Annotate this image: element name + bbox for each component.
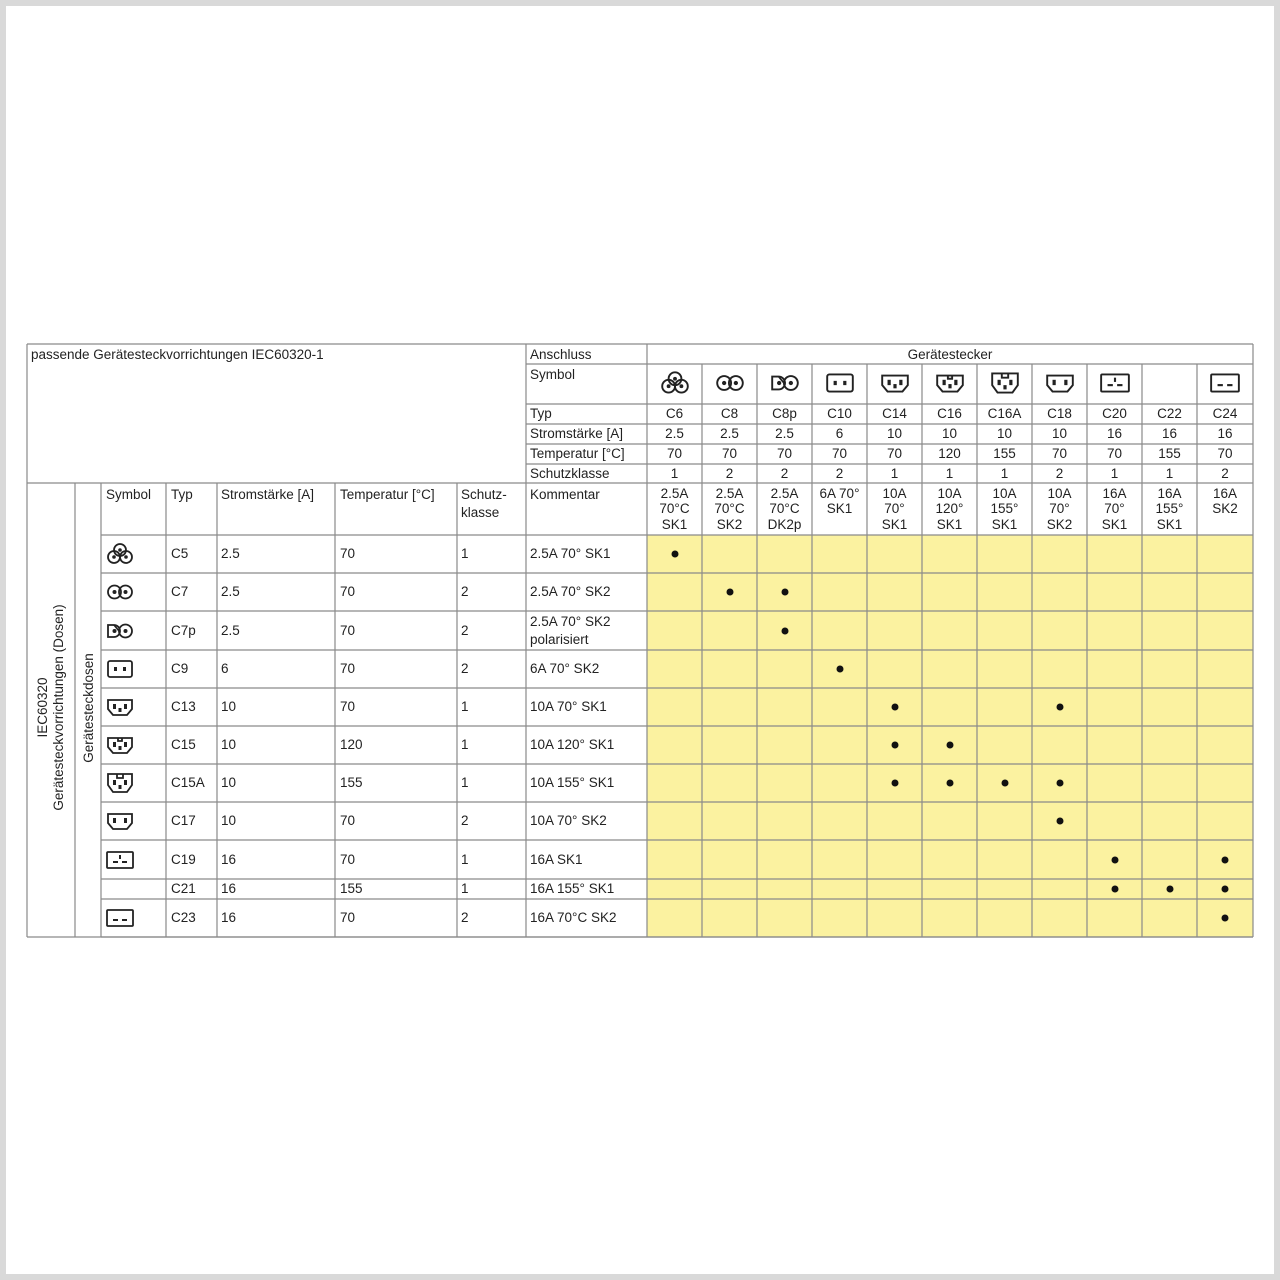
plug-typ: C18 xyxy=(1047,406,1072,421)
plug-kommentar-line1: 2.5A xyxy=(660,486,689,501)
compatibility-dot xyxy=(671,551,678,558)
plug-kommentar-line3: SK1 xyxy=(936,517,963,532)
plug-stromstaerke: 2.5 xyxy=(665,426,684,441)
side-label-iec-line2: Gerätesteckvorrichtungen (Dosen) xyxy=(51,604,66,811)
column-header-typ: Typ xyxy=(171,487,193,502)
socket-temperatur: 155 xyxy=(340,775,363,790)
socket-kommentar: 10A 70° SK2 xyxy=(530,813,607,828)
plug-kommentar-line2: 70° xyxy=(1104,501,1125,516)
plug-typ: C8p xyxy=(772,406,797,421)
compatibility-dot xyxy=(1222,915,1229,922)
c20-plug-icon xyxy=(1099,370,1131,396)
c23-socket-icon xyxy=(104,906,136,930)
column-header-kommentar: Kommentar xyxy=(530,487,600,502)
plug-temperatur: 70 xyxy=(721,446,738,461)
side-label-iec xyxy=(35,585,67,830)
plug-kommentar-line1: 16A xyxy=(1157,486,1182,501)
plug-stromstaerke: 10 xyxy=(941,426,958,441)
plug-typ: C8 xyxy=(720,406,739,421)
plug-kommentar-line2: SK2 xyxy=(1212,501,1238,516)
plug-kommentar-line2: 70°C xyxy=(714,501,745,516)
plug-stromstaerke: 16 xyxy=(1106,426,1123,441)
plug-temperatur: 70 xyxy=(1217,446,1233,461)
socket-stromstaerke: 2.5 xyxy=(221,584,240,599)
plug-kommentar-line1: 16A xyxy=(1102,486,1127,501)
c14-plug-icon xyxy=(879,370,911,396)
header-geraetestecker: Gerätestecker xyxy=(907,347,993,362)
plug-temperatur: 155 xyxy=(993,446,1016,461)
compatibility-dot xyxy=(891,780,898,787)
compatibility-dot xyxy=(1222,886,1229,893)
plug-kommentar-line2: 155° xyxy=(990,501,1019,516)
socket-stromstaerke: 2.5 xyxy=(221,546,240,561)
socket-kommentar: 10A 70° SK1 xyxy=(530,699,607,714)
plug-typ: C10 xyxy=(827,406,852,421)
compatibility-dot xyxy=(891,742,898,749)
plug-kommentar-line2: SK1 xyxy=(826,501,853,516)
c13-socket-icon xyxy=(104,695,136,719)
socket-kommentar: 2.5A 70° SK2 xyxy=(530,584,611,599)
plug-kommentar-line2: 70° xyxy=(884,501,905,516)
socket-temperatur: 70 xyxy=(340,546,356,561)
plug-schutzklasse: 1 xyxy=(1165,466,1174,481)
plug-temperatur: 70 xyxy=(886,446,903,461)
compatibility-dot xyxy=(946,742,953,749)
header-temperatur: Temperatur [°C] xyxy=(530,446,625,461)
c18-plug-icon xyxy=(1044,370,1076,396)
socket-temperatur: 70 xyxy=(340,699,356,714)
compatibility-dot xyxy=(726,589,733,596)
plug-kommentar-line1: 10A xyxy=(992,486,1017,501)
column-header-schutz-line2: klasse xyxy=(461,505,500,520)
socket-stromstaerke: 16 xyxy=(221,910,237,925)
socket-typ: C13 xyxy=(171,699,196,714)
plug-kommentar-line3: SK1 xyxy=(1156,517,1183,532)
socket-temperatur: 70 xyxy=(340,851,356,867)
c8-plug-icon xyxy=(714,370,746,396)
table-title: passende Gerätesteckvorrichtungen IEC60320-1 xyxy=(31,347,324,362)
socket-typ: C7p xyxy=(171,622,196,638)
socket-schutzklasse: 1 xyxy=(461,699,469,714)
socket-schutzklasse: 1 xyxy=(461,881,469,896)
plug-stromstaerke: 6 xyxy=(835,426,844,441)
plug-kommentar-line2: 70° xyxy=(1049,501,1070,516)
header-symbol: Symbol xyxy=(530,367,576,382)
plug-kommentar-line3: SK1 xyxy=(661,517,688,532)
side-label-iec-line1: IEC60320 xyxy=(35,677,50,738)
plug-typ: C6 xyxy=(665,406,684,421)
plug-stromstaerke: 10 xyxy=(886,426,903,441)
plug-schutzklasse: 2 xyxy=(1221,466,1229,481)
socket-schutzklasse: 1 xyxy=(461,851,469,867)
plug-typ: C22 xyxy=(1157,406,1182,421)
c17-socket-icon xyxy=(104,809,136,833)
compatibility-dot xyxy=(1166,886,1173,893)
socket-schutzklasse: 2 xyxy=(461,622,469,638)
plug-typ: C20 xyxy=(1102,406,1127,421)
socket-schutzklasse: 1 xyxy=(461,546,469,561)
plug-temperatur: 70 xyxy=(1051,446,1068,461)
plug-temperatur: 70 xyxy=(776,446,793,461)
compatibility-dot xyxy=(1111,856,1118,863)
compatibility-dot xyxy=(1056,704,1063,711)
socket-stromstaerke: 10 xyxy=(221,775,237,790)
plug-schutzklasse: 1 xyxy=(945,466,954,481)
socket-temperatur: 70 xyxy=(340,622,356,638)
socket-typ: C19 xyxy=(171,851,196,867)
plug-kommentar-line1: 2.5A xyxy=(770,486,799,501)
socket-kommentar: 6A 70° SK2 xyxy=(530,661,600,676)
header-schutzklasse: Schutzklasse xyxy=(530,466,610,481)
c16-plug-icon xyxy=(934,370,966,396)
plug-stromstaerke: 10 xyxy=(1051,426,1068,441)
plug-kommentar-line3: DK2p xyxy=(767,517,802,532)
plug-schutzklasse: 1 xyxy=(1110,466,1119,481)
plug-schutzklasse: 2 xyxy=(780,466,789,481)
c16a-plug-icon xyxy=(989,370,1021,396)
plug-kommentar-line1: 10A xyxy=(1047,486,1072,501)
plug-kommentar-line3: SK2 xyxy=(716,517,743,532)
plug-kommentar-line2: 120° xyxy=(935,501,964,516)
plug-temperatur: 155 xyxy=(1158,446,1181,461)
plug-typ: C16A xyxy=(987,406,1022,421)
c24-plug-icon xyxy=(1209,370,1241,396)
socket-schutzklasse: 2 xyxy=(461,910,469,925)
socket-stromstaerke: 6 xyxy=(221,661,229,676)
c15a-socket-icon xyxy=(104,771,136,795)
compatibility-dot xyxy=(1111,886,1118,893)
socket-stromstaerke: 10 xyxy=(221,737,237,752)
socket-kommentar: 10A 155° SK1 xyxy=(530,775,615,790)
compatibility-dot xyxy=(836,666,843,673)
socket-typ: C15A xyxy=(171,775,205,790)
socket-kommentar: 16A 155° SK1 xyxy=(530,881,615,896)
socket-temperatur: 155 xyxy=(340,881,363,896)
c10-plug-icon xyxy=(824,370,856,396)
plug-schutzklasse: 1 xyxy=(1000,466,1009,481)
socket-schutzklasse: 1 xyxy=(461,737,469,752)
c7-socket-icon xyxy=(104,580,136,604)
socket-kommentar: 16A SK1 xyxy=(530,851,583,867)
socket-temperatur: 70 xyxy=(340,813,356,828)
compatibility-dot xyxy=(1056,780,1063,787)
socket-stromstaerke: 2.5 xyxy=(221,622,240,638)
socket-kommentar: 2.5A 70° SK1 xyxy=(530,546,611,561)
compatibility-dot xyxy=(1222,856,1229,863)
c19-socket-icon xyxy=(104,848,136,872)
column-header-schutz-line1: Schutz- xyxy=(461,487,507,502)
plug-typ: C14 xyxy=(882,406,907,421)
plug-typ: C24 xyxy=(1212,406,1238,421)
side-label-geraetesteckdosen-text: Gerätesteckdosen xyxy=(81,653,96,763)
plug-kommentar-line3: SK2 xyxy=(1046,517,1073,532)
plug-temperatur: 70 xyxy=(831,446,848,461)
plug-kommentar-line3: SK1 xyxy=(1101,517,1128,532)
plug-kommentar-line1: 10A xyxy=(937,486,962,501)
side-label-geraetesteckdosen xyxy=(81,643,97,773)
c5-socket-icon xyxy=(104,542,136,566)
socket-kommentar-line2: polarisiert xyxy=(530,632,589,647)
compatibility-dot xyxy=(946,780,953,787)
header-stromstaerke: Stromstärke [A] xyxy=(530,426,624,441)
socket-kommentar: 16A 70°C SK2 xyxy=(530,910,617,925)
plug-schutzklasse: 1 xyxy=(670,466,679,481)
plug-temperatur: 120 xyxy=(938,446,961,461)
plug-kommentar-line2: 70°C xyxy=(769,501,800,516)
c7p-socket-icon xyxy=(104,619,136,643)
compatibility-dot xyxy=(1001,780,1008,787)
plug-stromstaerke: 2.5 xyxy=(775,426,794,441)
column-header-stromstaerke: Stromstärke [A] xyxy=(221,487,315,502)
socket-temperatur: 70 xyxy=(340,910,356,925)
plug-stromstaerke: 16 xyxy=(1161,426,1178,441)
socket-temperatur: 120 xyxy=(340,737,363,752)
plug-kommentar-line2: 155° xyxy=(1155,501,1184,516)
socket-typ: C7 xyxy=(171,584,189,599)
plug-stromstaerke: 2.5 xyxy=(720,426,739,441)
column-header-symbol: Symbol xyxy=(106,487,152,502)
compatibility-dot xyxy=(891,704,898,711)
socket-typ: C5 xyxy=(171,546,189,561)
socket-stromstaerke: 10 xyxy=(221,813,237,828)
socket-typ: C9 xyxy=(171,661,189,676)
plug-typ: C16 xyxy=(937,406,962,421)
plug-kommentar-line3: SK1 xyxy=(991,517,1018,532)
c8p-plug-icon xyxy=(769,370,801,396)
column-header-temperatur: Temperatur [°C] xyxy=(340,487,435,502)
plug-kommentar-line1: 6A 70° xyxy=(819,486,860,501)
socket-typ: C17 xyxy=(171,813,196,828)
plug-stromstaerke: 10 xyxy=(996,426,1013,441)
header-typ: Typ xyxy=(530,406,552,421)
socket-kommentar: 2.5A 70° SK2 xyxy=(530,614,611,629)
socket-stromstaerke: 16 xyxy=(221,881,237,896)
socket-typ: C21 xyxy=(171,881,196,896)
compatibility-dot xyxy=(1056,818,1063,825)
socket-temperatur: 70 xyxy=(340,661,356,676)
header-anschluss: Anschluss xyxy=(530,347,592,362)
socket-kommentar: 10A 120° SK1 xyxy=(530,737,615,752)
c15-socket-icon xyxy=(104,733,136,757)
plug-kommentar-line1: 2.5A xyxy=(715,486,744,501)
socket-schutzklasse: 2 xyxy=(461,584,469,599)
plug-schutzklasse: 1 xyxy=(890,466,899,481)
plug-schutzklasse: 2 xyxy=(835,466,844,481)
compatibility-dot xyxy=(781,589,788,596)
plug-schutzklasse: 2 xyxy=(1055,466,1064,481)
socket-schutzklasse: 2 xyxy=(461,813,469,828)
plug-kommentar-line1: 16A xyxy=(1212,486,1238,501)
plug-temperatur: 70 xyxy=(666,446,683,461)
compatibility-dot xyxy=(781,627,788,634)
plug-temperatur: 70 xyxy=(1106,446,1123,461)
socket-schutzklasse: 1 xyxy=(461,775,469,790)
plug-stromstaerke: 16 xyxy=(1217,426,1233,441)
plug-schutzklasse: 2 xyxy=(725,466,734,481)
socket-typ: C23 xyxy=(171,910,196,925)
plug-kommentar-line2: 70°C xyxy=(659,501,690,516)
socket-stromstaerke: 16 xyxy=(221,851,237,867)
socket-temperatur: 70 xyxy=(340,584,356,599)
socket-schutzklasse: 2 xyxy=(461,661,469,676)
c9-socket-icon xyxy=(104,657,136,681)
plug-kommentar-line3: SK1 xyxy=(881,517,908,532)
socket-typ: C15 xyxy=(171,737,196,752)
c6-plug-icon xyxy=(659,370,691,396)
plug-kommentar-line1: 10A xyxy=(882,486,907,501)
socket-stromstaerke: 10 xyxy=(221,699,237,714)
